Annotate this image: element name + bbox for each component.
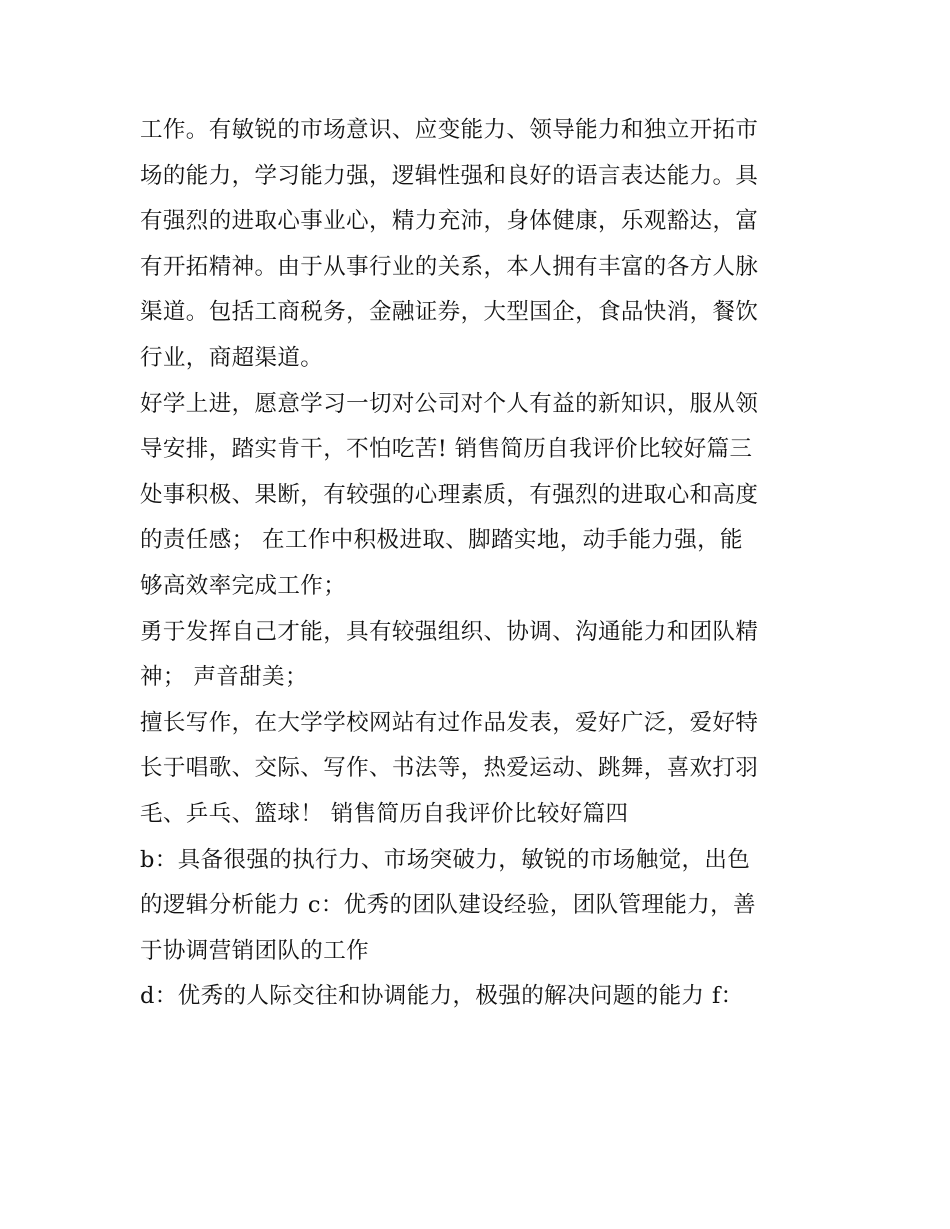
text-line: d：优秀的人际交往和协调能力，极强的解决问题的能力 f： — [140, 983, 744, 1010]
text-line: 擅长写作，在大学学校网站有过作品发表，爱好广泛，爱好特 — [140, 709, 759, 736]
text-line: 工作。有敏锐的市场意识、应变能力、领导能力和独立开拓市 — [140, 117, 759, 143]
text-line: 的逻辑分析能力 c：优秀的团队建设经验，团队管理能力，善 — [140, 892, 756, 919]
text-line: 行业，商超渠道。 — [140, 344, 324, 371]
text-line: 的责任感； 在工作中积极进取、脚踏实地，动手能力强，能 — [140, 527, 743, 554]
text-line: 勇于发挥自己才能，具有较强组织、协调、沟通能力和团队精 — [140, 618, 759, 645]
document-body — [140, 108, 812, 1020]
text-line: b：具备很强的执行力、市场突破力，敏锐的市场触觉，出色 — [140, 846, 751, 873]
text-line: 长于唱歌、交际、写作、书法等，热爱运动、跳舞，喜欢打羽 — [140, 755, 759, 782]
text-line: 好学上进，愿意学习一切对公司对个人有益的新知识，服从领 — [140, 390, 759, 417]
text-line: 场的能力，学习能力强，逻辑性强和良好的语言表达能力。具 — [140, 162, 759, 189]
text-line: 够高效率完成工作； — [140, 572, 347, 599]
text-line: 有强烈的进取心事业心，精力充沛，身体健康，乐观豁达，富 — [140, 208, 759, 235]
text-line: 处事积极、果断，有较强的心理素质，有强烈的进取心和高度 — [140, 481, 759, 508]
text-line: 神； 声音甜美； — [140, 664, 308, 691]
text-line: 有开拓精神。由于从事行业的关系，本人拥有丰富的各方人脉 — [140, 253, 759, 280]
text-line: 导安排，踏实肯干，不怕吃苦! 销售简历自我评价比较好篇三 — [140, 436, 753, 463]
text-line: 于协调营销团队的工作 — [140, 937, 370, 964]
text-line: 毛、乒乓、篮球！ 销售简历自我评价比较好篇四 — [140, 800, 629, 827]
text-line: 渠道。包括工商税务，金融证券，大型国企，食品快消，餐饮 — [140, 299, 759, 326]
